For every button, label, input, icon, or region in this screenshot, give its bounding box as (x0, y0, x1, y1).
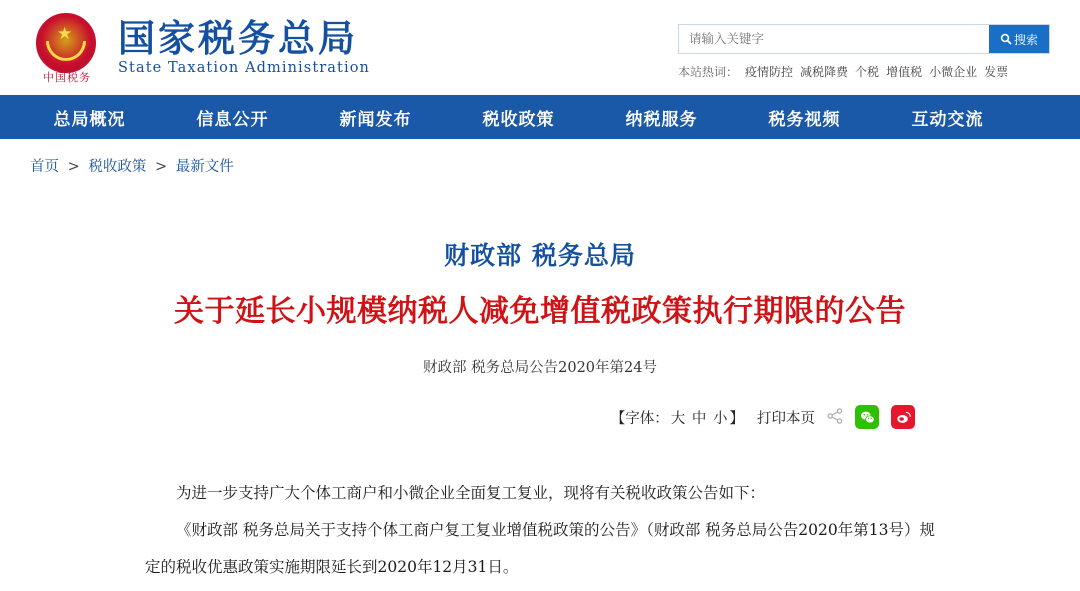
font-size-large-button[interactable]: 大 (670, 410, 686, 427)
breadcrumb-item-latest-documents[interactable]: 最新文件 (175, 159, 234, 175)
article-subheading: 财政部 税务总局 (444, 241, 636, 270)
hotword-link[interactable]: 增值税 (886, 65, 923, 79)
main-navigation (0, 95, 1080, 139)
hotword-link[interactable]: 疫情防控 (745, 65, 794, 79)
font-size-small-button[interactable]: 小 (713, 410, 728, 427)
search-bar (678, 24, 1050, 54)
nav-item-interaction[interactable]: 互动交流 (911, 109, 984, 130)
breadcrumb-separator: > (67, 159, 80, 175)
font-size-label: 【字体： (610, 410, 669, 427)
emblem-subtitle: 中国税务 (43, 70, 91, 84)
hotwords-label: 本站热词： (678, 65, 739, 79)
font-size-control (610, 407, 745, 428)
breadcrumb-item-tax-policy[interactable]: 税收政策 (88, 159, 147, 175)
brand-name-en: State Taxation Administration (118, 60, 370, 77)
breadcrumb-separator: > (154, 159, 168, 175)
search-icon (1000, 33, 1012, 45)
article-toolbar (145, 405, 935, 429)
hotword-link[interactable]: 减税降费 (800, 65, 849, 79)
site-logo[interactable] (30, 11, 370, 85)
print-page-button[interactable]: 打印本页 (757, 410, 815, 427)
hotwords-row (678, 63, 1050, 80)
site-header (0, 0, 1080, 95)
header-search-area (678, 24, 1050, 80)
search-button[interactable] (989, 25, 1049, 53)
nav-item-tax-policy[interactable]: 税收政策 (482, 109, 555, 130)
article-paragraph: 《财政部 税务总局关于支持个体工商户复工复业增值税政策的公告》（财政部 税务总局公告2020年第13号）规定的税收优惠政策实施期限延长到2020年12月31日。 (145, 521, 935, 577)
share-icon[interactable] (827, 408, 843, 427)
hotword-link[interactable]: 小微企业 (929, 65, 978, 79)
page-title: 关于延长小规模纳税人减免增值税政策执行期限的公告 (174, 294, 906, 329)
breadcrumb (0, 139, 1080, 176)
hotword-link[interactable]: 个税 (855, 65, 880, 79)
nav-item-disclosure[interactable]: 信息公开 (196, 109, 269, 130)
article (0, 236, 1080, 587)
weibo-icon[interactable] (891, 405, 915, 429)
national-emblem-icon: ★ 中国税务 (30, 11, 104, 85)
brand-name-cn: 国家税务总局 (118, 15, 358, 60)
article-body (145, 475, 935, 587)
nav-item-news[interactable]: 新闻发布 (339, 109, 412, 130)
search-input[interactable] (679, 25, 989, 53)
font-size-medium-button[interactable]: 中 (691, 410, 707, 427)
hotword-link[interactable]: 发票 (984, 65, 1009, 79)
search-button-label: 搜索 (1013, 32, 1038, 47)
document-number: 财政部 税务总局公告2020年第24号 (423, 360, 657, 376)
nav-item-overview[interactable]: 总局概况 (53, 109, 126, 130)
article-paragraph: 为进一步支持广大个体工商户和小微企业全面复工复业，现将有关税收政策公告如下： (176, 484, 766, 502)
nav-item-tax-service[interactable]: 纳税服务 (625, 109, 698, 130)
font-size-label-close: 】 (729, 410, 744, 427)
breadcrumb-item-home[interactable]: 首页 (30, 159, 59, 175)
wechat-icon[interactable] (855, 405, 879, 429)
nav-item-tax-video[interactable]: 税务视频 (768, 109, 841, 130)
